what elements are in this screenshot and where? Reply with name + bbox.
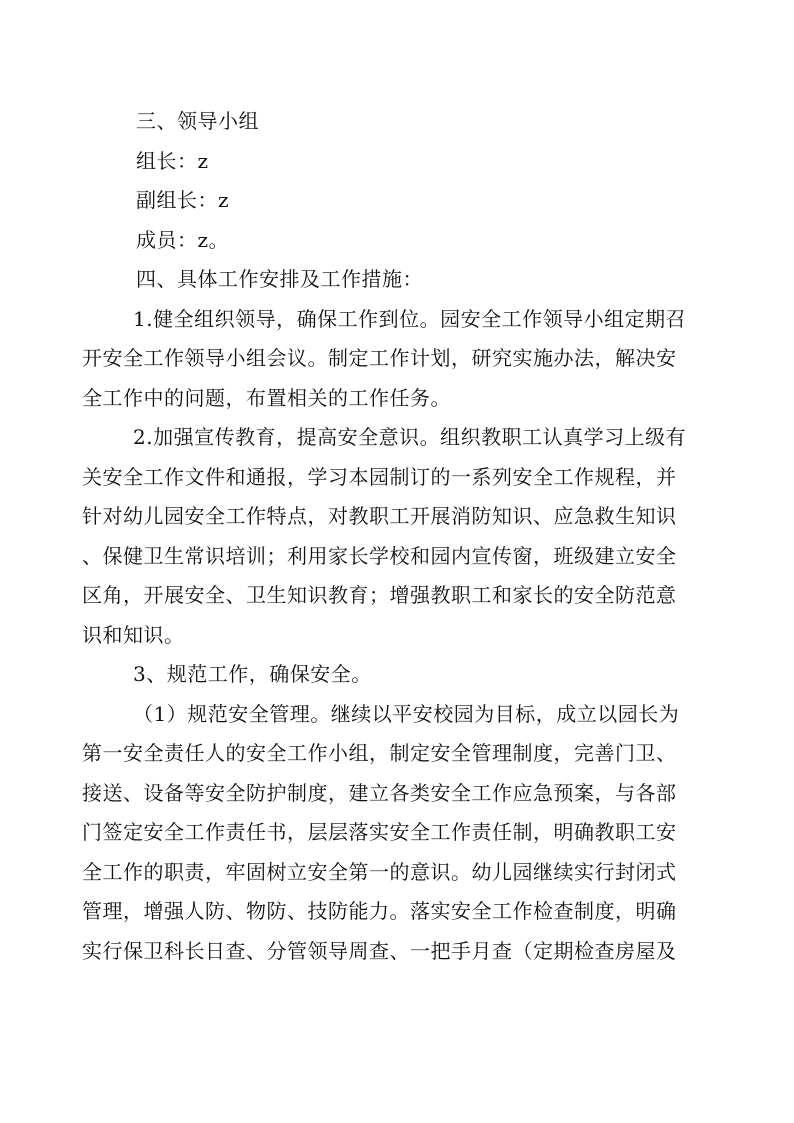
paragraph-2-line-3: 针对幼儿园安全工作特点，对教职工开展消防知识、应急救生知识 [82, 504, 677, 528]
paragraph-1-line-3: 全工作中的问题，布置相关的工作任务。 [82, 385, 451, 410]
paragraph-4-line-7: 实行保卫科长日查、分管领导周查、一把手月查（定期检查房屋及 [82, 938, 677, 963]
paragraph-2-line-1: 2.加强宣传教育，提高安全意识。组织教职工认真学习上级有 [133, 425, 687, 449]
paragraph-4-line-5: 全工作的职责，牢固树立安全第一的意识。幼儿园继续实行封闭式 [82, 859, 677, 884]
paragraph-3-heading: 3、规范工作，确保安全。 [133, 662, 372, 686]
group-leader-line: 组长：z [136, 148, 209, 173]
paragraph-4-line-2: 第一安全责任人的安全工作小组，制定安全管理制度，完善门卫、 [82, 741, 677, 765]
members-line: 成员：z。 [136, 227, 230, 252]
paragraph-1-line-2: 开安全工作领导小组会议。制定工作计划，研究实施办法，解决安 [82, 346, 677, 370]
paragraph-4-line-1: （1）规范安全管理。继续以平安校园为目标，成立以园长为 [133, 701, 680, 726]
paragraph-2-line-2: 关安全工作文件和通报，学习本园制订的一系列安全工作规程，并 [82, 464, 677, 489]
paragraph-4-line-6: 管理，增强人防、物防、技防能力。落实安全工作检查制度，明确 [82, 899, 677, 923]
paragraph-4-line-3: 接送、设备等安全防护制度，建立各类安全工作应急预案，与各部 [82, 780, 677, 805]
section-heading-arrangements: 四、具体工作安排及工作措施： [136, 267, 423, 291]
paragraph-4-line-4: 门签定安全工作责任书，层层落实安全工作责任制，明确教职工安 [82, 820, 677, 844]
paragraph-2-line-6: 识和知识。 [82, 622, 185, 647]
paragraph-2-line-4: 、保健卫生常识培训；利用家长学校和园内宣传窗，班级建立安全 [82, 543, 677, 568]
paragraph-1-line-1: 1.健全组织领导，确保工作到位。园安全工作领导小组定期召 [133, 306, 687, 331]
document-body [82, 102, 691, 971]
deputy-leader-line: 副组长：z [136, 188, 230, 212]
paragraph-2-line-5: 区角，开展安全、卫生知识教育；增强教职工和家长的安全防范意 [82, 583, 677, 607]
section-heading-leadership: 三、领导小组 [136, 109, 259, 133]
